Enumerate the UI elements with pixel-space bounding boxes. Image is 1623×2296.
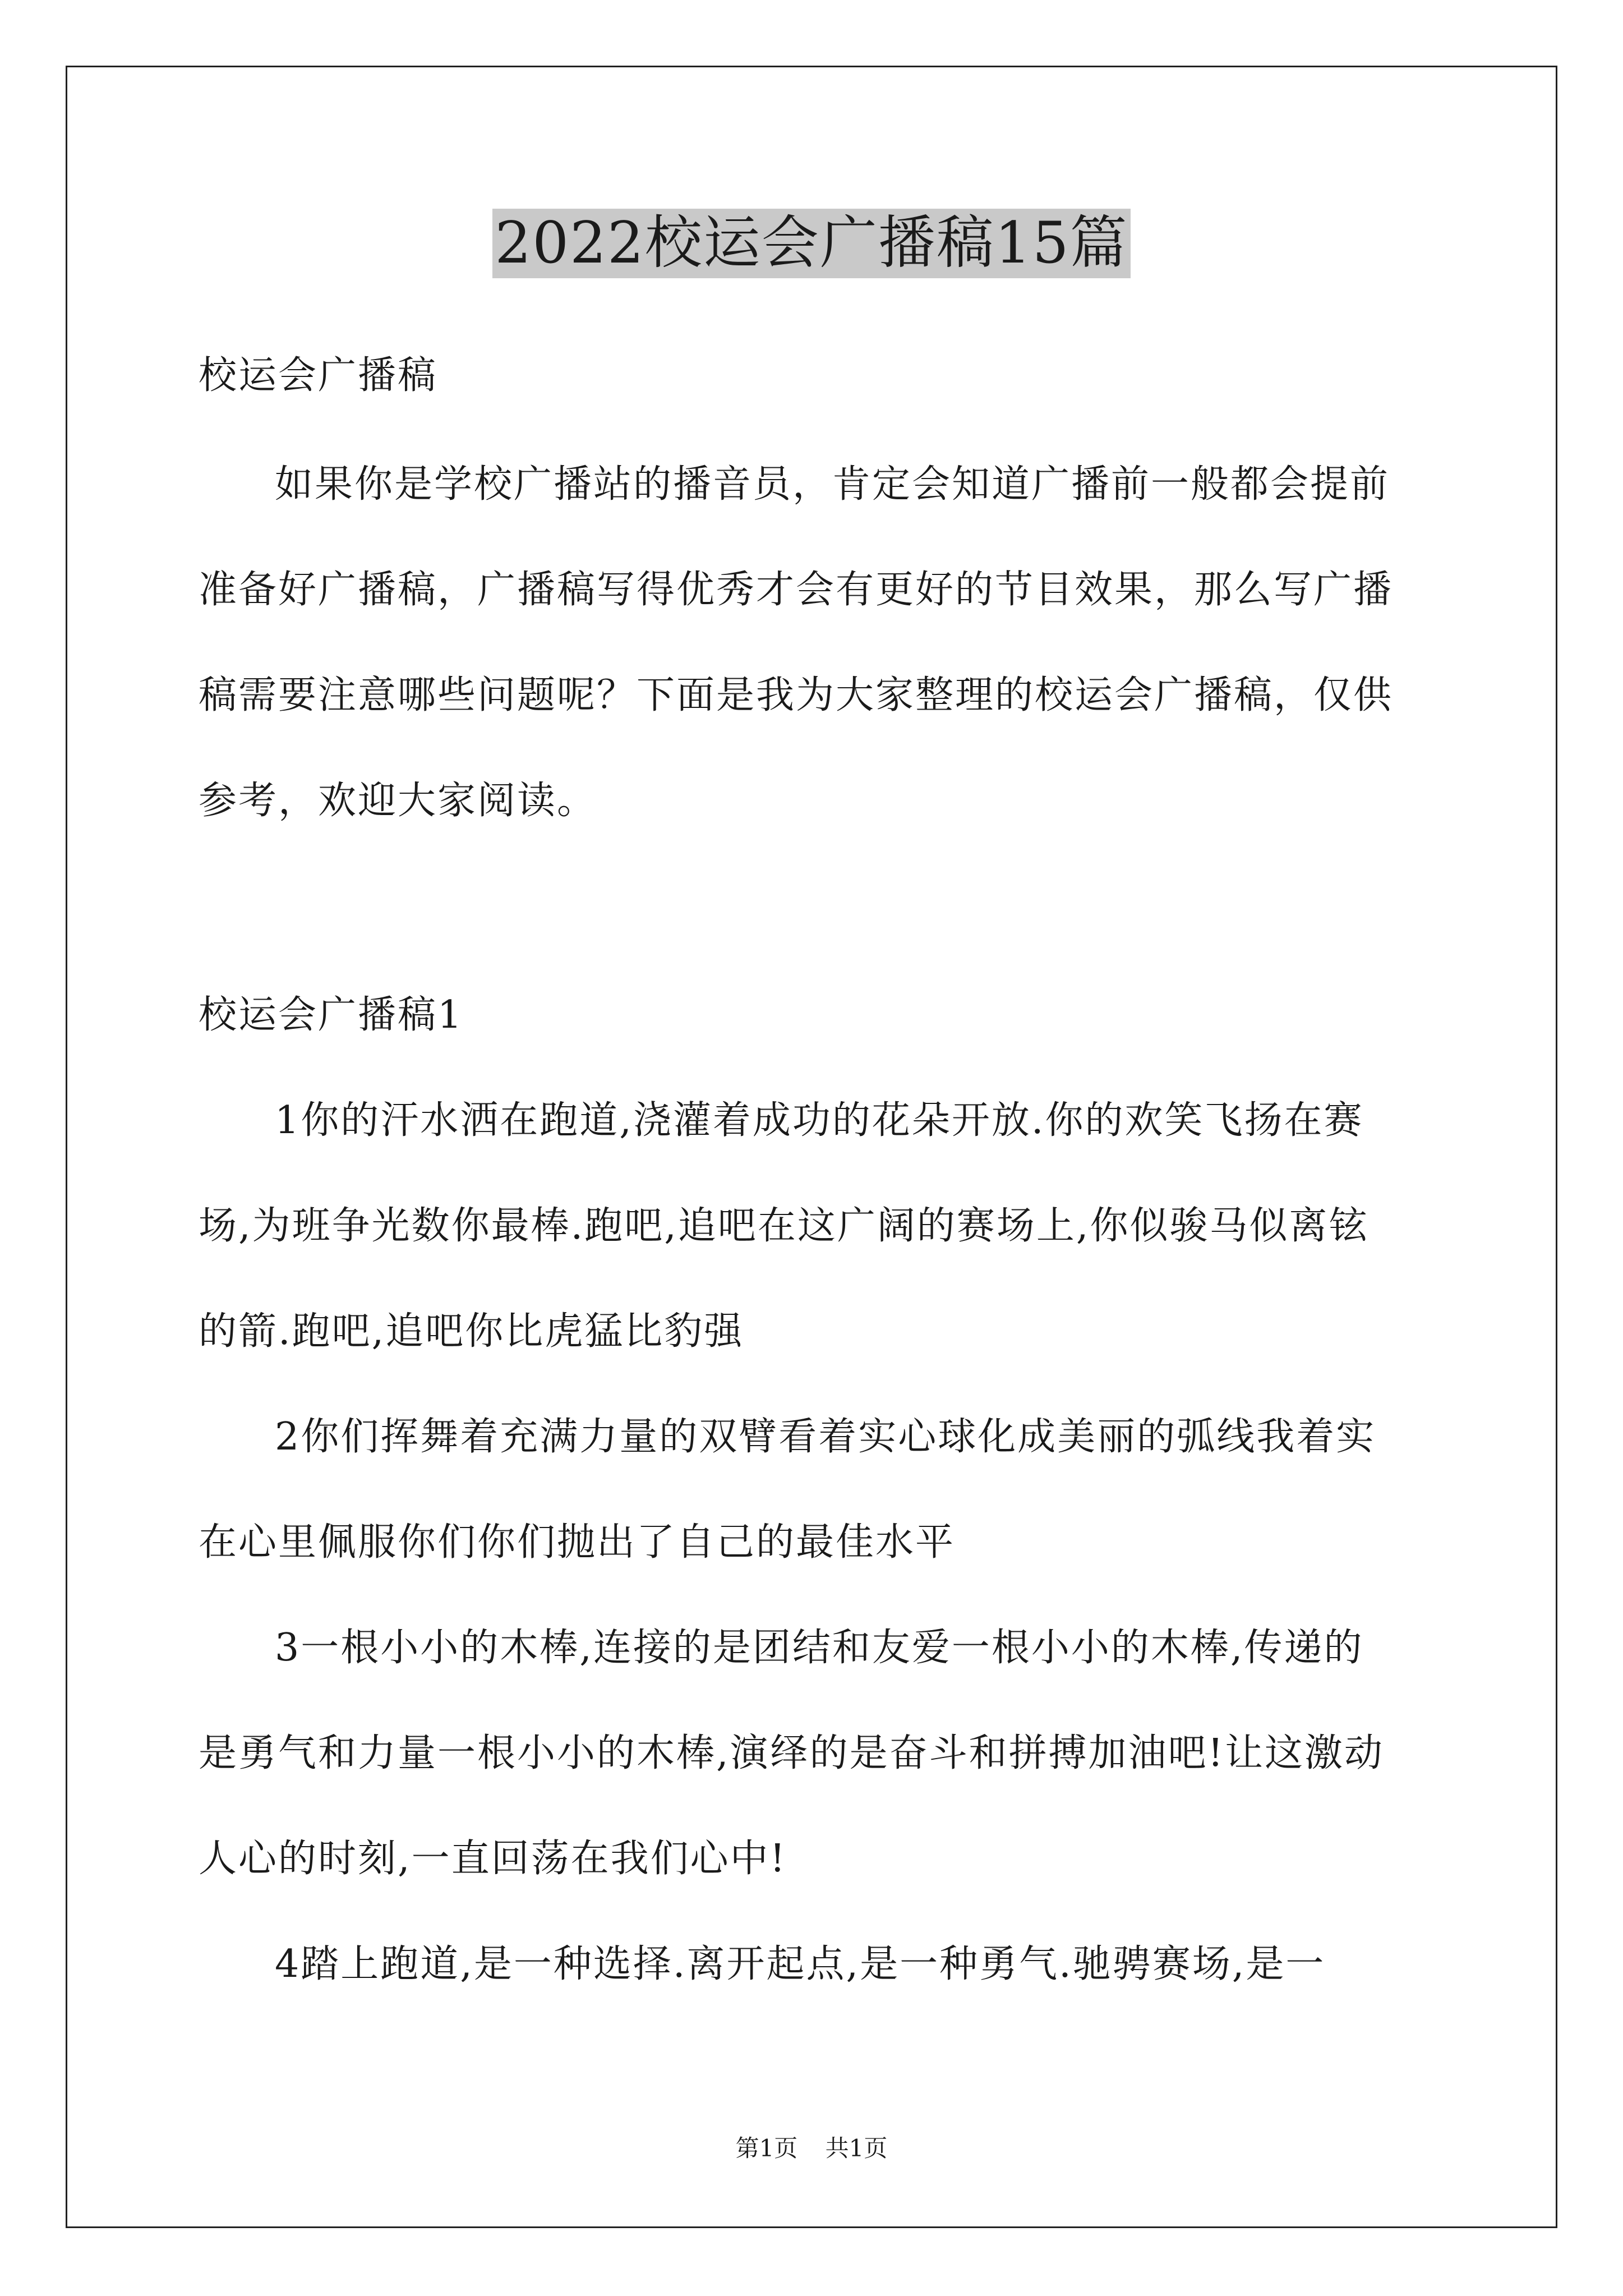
paragraph-line: 2你们挥舞着充满力量的双臂看着实心球化成美丽的弧线我着实 [275,1415,1376,1459]
section-heading: 校运会广播稿 [199,353,438,398]
page-footer [0,2134,1623,2162]
paragraph-line: 是勇气和力量一根小小的木棒,演绎的是奋斗和拼搏加油吧!让这激动 [199,1731,1384,1775]
paragraph-line: 1你的汗水洒在跑道,浇灌着成功的花朵开放.你的欢笑飞扬在赛 [275,1098,1364,1143]
paragraph-line: 3一根小小的木棒,连接的是团结和友爱一根小小的木棒,传递的 [275,1626,1364,1670]
paragraph-line: 的箭.跑吧,追吧你比虎猛比豹强 [199,1309,744,1354]
intro-line: 稿需要注意哪些问题呢？下面是我为大家整理的校运会广播稿，仅供 [199,673,1394,717]
page-total: 共1页 [825,2134,888,2162]
title-container [0,209,1623,278]
document-title: 2022校运会广播稿15篇 [492,209,1130,278]
paragraph-line: 人心的时刻,一直回荡在我们心中! [199,1837,787,1881]
paragraph-line: 场,为班争光数你最棒.跑吧,追吧在这广阔的赛场上,你似骏马似离铉 [199,1204,1369,1248]
section-heading: 校运会广播稿1 [199,993,464,1037]
intro-line: 参考，欢迎大家阅读。 [199,779,597,823]
paragraph-line: 在心里佩服你们你们抛出了自己的最佳水平 [199,1520,956,1565]
intro-line: 准备好广播稿，广播稿写得优秀才会有更好的节目效果，那么写广播 [199,568,1394,612]
intro-line: 如果你是学校广播站的播音员，肯定会知道广播前一般都会提前 [275,462,1390,507]
paragraph-line: 4踏上跑道,是一种选择.离开起点,是一种勇气.驰骋赛场,是一 [275,1942,1326,1986]
page-number: 第1页 [735,2134,798,2162]
